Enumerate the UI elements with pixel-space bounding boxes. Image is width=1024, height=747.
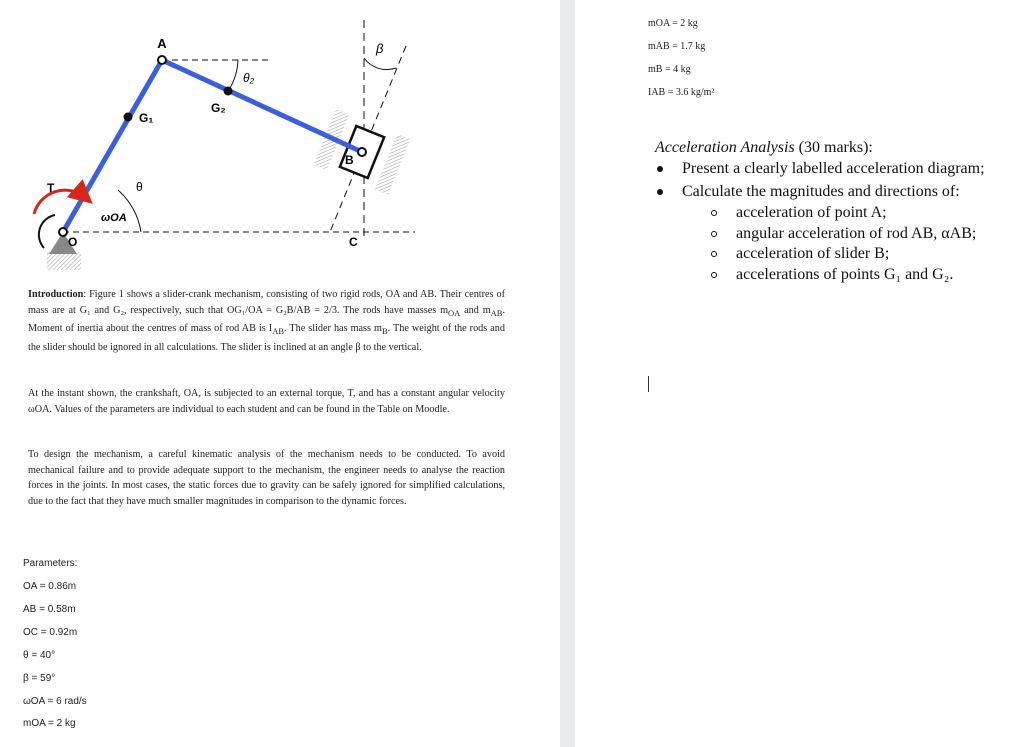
label-b: B <box>345 153 354 167</box>
sub-bullet <box>711 210 717 216</box>
instant-paragraph: At the instant shown, the crankshaft, OA, is subjected to an external torque, T, and has a constant angular velocity ωOA. Values of the parameters are individual to each student and can be found in the Table on Moodle. <box>28 388 505 415</box>
bullet-dot <box>657 166 663 172</box>
param-omega: ωOA = 6 rad/s <box>23 696 87 707</box>
bullet-calculate: Calculate the magnitudes and directions of: <box>682 183 960 200</box>
intro-text1: : Figure 1 shows a slider-crank mechanism, consisting of two rigid rods, OA and AB. Their centres of mass are at G₁ and G₂, respectively, such that OG₁/OA = G₂B/AB = 2/3. The rods have masses m <box>28 289 505 316</box>
intro-sub-oa: OA <box>448 307 461 318</box>
param-beta: β = 59° <box>23 673 56 684</box>
mechanism-figure <box>0 0 560 275</box>
value-mab: mAB = 1.7 kg <box>648 41 706 52</box>
param-oc: OC = 0.92m <box>23 627 78 638</box>
label-c: C <box>349 235 358 249</box>
value-iab: IAB = 3.6 kg/m² <box>648 87 715 98</box>
label-beta: β <box>376 41 384 56</box>
rod-ab <box>162 60 362 152</box>
sub-bullet <box>711 272 717 278</box>
intro-text4: . The slider has mass m <box>284 323 382 335</box>
joint-o <box>59 228 67 236</box>
param-theta: θ = 40° <box>23 650 56 661</box>
label-omega: ωOA <box>101 212 127 224</box>
point-g1 <box>124 113 133 122</box>
param-moa: mOA = 2 kg <box>23 718 76 729</box>
pivot-arc <box>39 215 55 248</box>
param-ab: AB = 0.58m <box>23 604 76 615</box>
page-gutter <box>560 0 575 747</box>
right-page <box>575 0 1024 747</box>
design-paragraph: To design the mechanism, a careful kinematic analysis of the mechanism needs to be conducted. To avoid mechanical failure and to provide adequate support to the mechanism, the engineer needs to analyse the reaction forces in the joints. In most cases, the static forces due to gravity can be safely ignored for simplified calculations, due to the fact that they have much smaller magnitudes in comparison to the dynamic forces. <box>28 449 505 507</box>
sub-item-slider-b: acceleration of slider B; <box>736 245 890 262</box>
parameters-title: Parameters: <box>23 558 78 569</box>
intro-sub-b: B <box>381 326 388 337</box>
sub-item-accel-a: acceleration of point A; <box>736 204 887 221</box>
sub-item-alpha-ab: angular acceleration of rod AB, αAB; <box>736 225 977 242</box>
text-cursor[interactable] <box>648 376 649 392</box>
ground-hatch <box>47 252 81 270</box>
accel-marks: (30 marks): <box>794 139 873 156</box>
label-t: T <box>47 181 55 195</box>
intro-bold: Introduction <box>28 289 84 300</box>
sub-bullet <box>711 251 717 257</box>
intro-sub-ab2: AB <box>272 326 284 337</box>
intro-paragraph <box>28 287 505 355</box>
param-oa: OA = 0.86m <box>23 581 77 592</box>
rod-oa <box>63 60 162 232</box>
bullet-diagram: Present a clearly labelled acceleration diagram; <box>682 160 985 177</box>
point-g2 <box>224 87 233 96</box>
label-a: A <box>157 36 167 51</box>
bullet-dot <box>657 189 663 195</box>
joint-a <box>158 56 166 64</box>
joint-b <box>358 148 366 156</box>
sub-item-g1-g2: accelerations of points G₁ and G₂. <box>736 266 954 283</box>
label-g1: G₁ <box>139 111 154 125</box>
intro-sub-ab: AB <box>490 307 503 318</box>
label-o: O <box>68 235 78 249</box>
label-theta2: θ₂ <box>243 71 255 85</box>
intro-text5: . The weight of the rods and the slider should be ignored in all calculations. The slider is inclined at an angle β to the vertical. <box>28 323 505 353</box>
label-theta: θ <box>136 180 143 194</box>
value-moa: mOA = 2 kg <box>648 18 698 29</box>
label-g2: G₂ <box>211 101 226 115</box>
intro-text2: and m <box>460 304 491 316</box>
sub-bullet <box>711 231 717 237</box>
value-mb: mB = 4 kg <box>648 64 691 75</box>
accel-heading: Acceleration Analysis <box>655 139 795 156</box>
intro-text3: . Moment of inertia about the centres of mass of rod AB is I <box>28 304 505 335</box>
